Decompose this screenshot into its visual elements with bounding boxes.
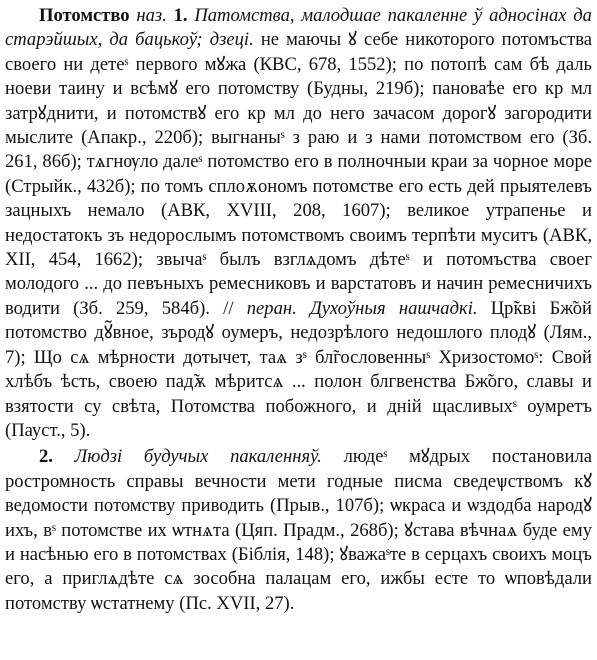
sense-2-citations: людеˢ мꙋдрых постановила ростромность справы вечности мети годные писма сведеѱствомъ кꙋ ведомости потомству приводить (Прыв., 107б); ѡкраса и ѡздодба народꙋ ихъ, вˢ потомстве их ѡтнѧта (Цяп. Прадм., 268б); ꙋстава вѣчнаѧ буде ему и насѣнью его в потомствах (Біблія, 148); ꙋважаˢте в серцахъ своихъ моцъ его, а приглѧдѣте сѧ зособна палацам его, ижбы есте то ѡповѣдали потомству ѡстатнему (Пс. XVII, 27). (5, 446, 592, 614)
sense-2-definition: Людзі будучых пакаленняў. (74, 446, 322, 468)
sense-1-citations-literal: не маючы ꙋ себе никоторого потомъства своего ни детеˢ первого мꙋжа (КВС, 678, 1552); по потопѣ сам бѣ даль ноеви таину и всѣмꙋ его потомству (Будны, 219б); пановаѣе его кр мл затрꙋднити, и потомствꙋ его кр мл до него зачасом дорогꙋ загородити мыслите (Апакр., 220б); выгнаныˢ з раю и з нами потомством его (Зб. 261, 86б); тѧгнѹло далеˢ потомство его в полночныи краи за чорное море (Стрыйк., 432б); по томъ сплоѫономъ потомстве его есть дей прыятелевъ зацныхъ немало (АВК, XVIII, 208, 1607); великое утрапенье и недостатокъ зъ недорослымъ потомствомъ своимъ терпѣти муситъ (АВК, XII, 454, 1662); звычаˢ былъ взглѧдомъ дѣтеˢ и потомъства своег молодого ... до певъныхъ ремесниковъ и варстатовъ и начин ремесничихъ водити (Зб. 259, 584б). (5, 29, 593, 319)
sense-2-paragraph (5, 445, 592, 616)
sense-1-citations-figurative: Цр̃кві Бж̃ой потомство дꙋ̃вное, зъродꙋ оумеръ, недозрѣлого недошлого плодꙋ (Лям., 7); Що сѧ мѣрности дотычет, таѧ зˢ бл̃гословенныˢ Хризостомоˢ: Свой хлѣбъ ѣсть, своею пад̃ѫ мѣритсѧ ... полон блгвенства Бж̃ого, славы и взятости су свѣта, Потомства побожного, и дній щасливыхˢ оумретъ (Пауст., 5). (5, 297, 592, 441)
part-of-speech: наз. (136, 5, 167, 26)
figurative-separator: // (223, 297, 234, 319)
headword: Потомство (39, 5, 130, 26)
sense-1-definition: Патомства, малодшае пакаленне ў адносінах да старэйшых, да бацькоў; дзеці. (5, 5, 592, 51)
figurative-gloss: Духоўныя нашчадкі. (310, 297, 478, 319)
sense-1-paragraph (5, 4, 592, 443)
sense-1-number: 1. (173, 5, 188, 26)
sense-2-number: 2. (39, 446, 53, 468)
figurative-label: перан. (246, 297, 297, 319)
